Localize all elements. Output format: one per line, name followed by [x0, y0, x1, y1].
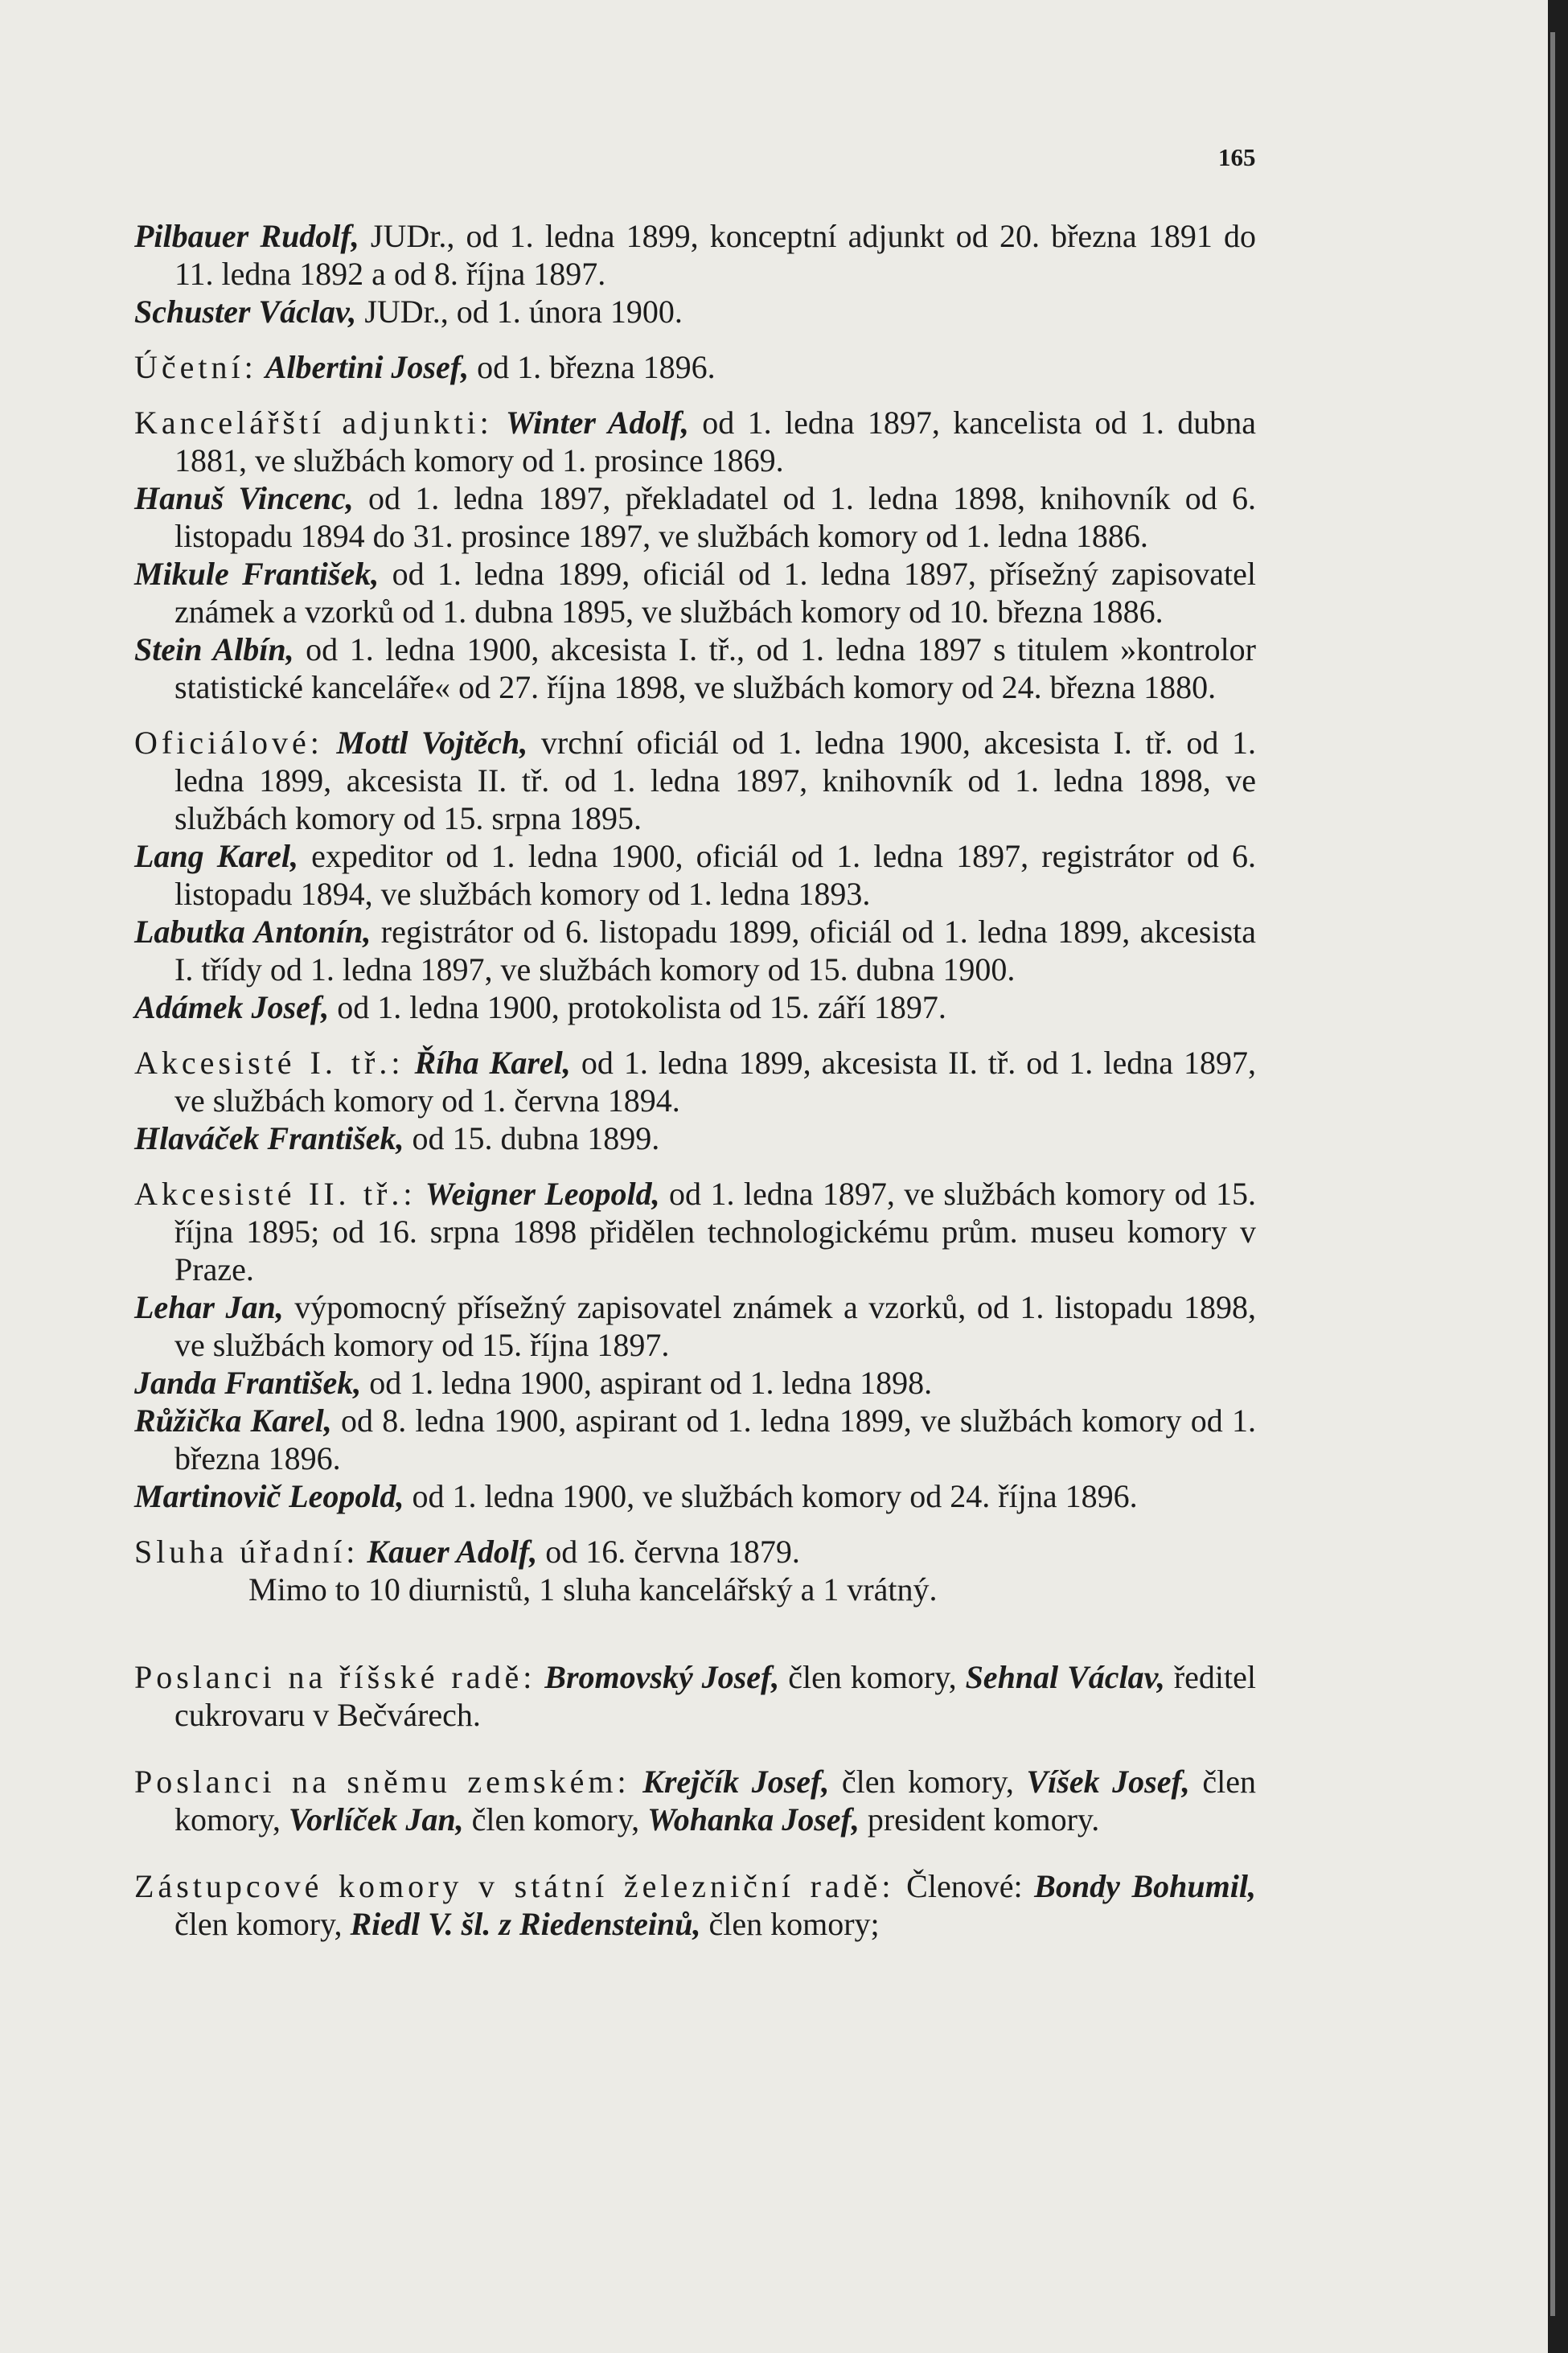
- entry-text: od 1. ledna 1900, akcesista I. tř., od 1. ledna 1897 s titulem »kontrolor statistické kanceláře« od 27. října 1898, ve službách komory od 24. března 1880.: [174, 631, 1256, 705]
- person-name: Weigner Leopold,: [425, 1176, 660, 1212]
- person-name: Wohanka Josef,: [647, 1801, 860, 1838]
- entry-text: člen komory,: [779, 1659, 966, 1695]
- entry-text: člen komory,: [174, 1764, 1256, 1838]
- entry-albertini: [134, 348, 1256, 386]
- section-label: Akcesisté II. tř.:: [134, 1176, 417, 1212]
- entry-kauer: [134, 1533, 1256, 1571]
- page-body: [134, 217, 1256, 1943]
- entry-text: JUDr., od 1. února 1900.: [356, 294, 683, 330]
- entry-text: od 1. ledna 1900, protokolista od 15. září 1897.: [329, 989, 946, 1025]
- section-label: Sluha úřadní:: [134, 1534, 359, 1570]
- entry-hlavacek: [134, 1119, 1256, 1157]
- entry-text: od 1. ledna 1897, ve službách komory od 15. října 1895; od 16. srpna 1898 přidělen technologickému prům. museu komory v Praze.: [174, 1176, 1256, 1287]
- entry-text: JUDr., od 1. ledna 1899, konceptní adjunkt od 20. března 1891 do 11. ledna 1892 a od 8. října 1897.: [174, 218, 1256, 292]
- entry-landtag: [134, 1763, 1256, 1838]
- person-name: Bromovský Josef,: [544, 1659, 780, 1695]
- entry-riha: [134, 1044, 1256, 1119]
- section-label: Účetní:: [134, 349, 257, 385]
- entry-pilbauer: [134, 217, 1256, 293]
- person-name: Vorlíček Jan,: [288, 1801, 464, 1838]
- section-label: Oficiálové:: [134, 725, 323, 761]
- entry-text: president komory.: [859, 1801, 1100, 1838]
- entry-lang: [134, 837, 1256, 913]
- person-name: Lang Karel,: [134, 838, 298, 874]
- entry-text: od 1. ledna 1900, aspirant od 1. ledna 1898.: [361, 1365, 933, 1401]
- entry-text: výpomocný přísežný zapisovatel známek a vzorků, od 1. listopadu 1898, ve službách komory od 15. října 1897.: [174, 1289, 1256, 1363]
- entry-text: vrchní oficiál od 1. ledna 1900, akcesista I. tř. od 1. ledna 1899, akcesista II. tř. od 1. ledna 1897, knihovník od 1. ledna 1898, ve službách komory od 15. srpna 1895.: [174, 725, 1257, 836]
- entry-text: ředitel cukrovaru v Bečvárech.: [174, 1659, 1257, 1733]
- entry-text: od 1. ledna 1897, kancelista od 1. dubna 1881, ve službách komory od 1. prosince 1869.: [174, 404, 1256, 478]
- page-number: 165: [1218, 143, 1256, 171]
- person-name: Říha Karel,: [414, 1045, 571, 1081]
- entry-labutka: [134, 913, 1256, 988]
- entry-text: Členové:: [894, 1868, 1035, 1904]
- entry-text: od 15. dubna 1899.: [404, 1120, 660, 1156]
- scan-edge-line: [1550, 32, 1555, 2316]
- entry-text: registrátor od 6. listopadu 1899, oficiál od 1. ledna 1899, akcesista I. třídy od 1. ledna 1897, ve službách komory od 15. dubna 1900.: [174, 914, 1256, 988]
- entry-mottl: [134, 724, 1256, 837]
- entry-text: od 1. ledna 1899, akcesista II. tř. od 1. ledna 1897, ve službách komory od 1. června 1894.: [174, 1045, 1257, 1119]
- person-name: Winter Adolf,: [506, 404, 689, 441]
- entry-text: od 1. ledna 1897, překladatel od 1. ledna 1898, knihovník od 6. listopadu 1894 do 31. prosince 1897, ve službách komory od 1. ledna 1886.: [174, 480, 1256, 554]
- section-label: Zástupcové komory v státní železniční radě:: [134, 1868, 895, 1904]
- entry-text: expeditor od 1. ledna 1900, oficiál od 1. ledna 1897, registrátor od 6. listopadu 1894, ve službách komory od 1. ledna 1893.: [174, 838, 1256, 912]
- person-name: Krejčík Josef,: [642, 1764, 830, 1800]
- person-name: Růžička Karel,: [134, 1402, 332, 1439]
- entry-text: člen komory;: [700, 1906, 880, 1942]
- entry-text: od 16. června 1879.: [537, 1534, 800, 1570]
- entry-schuster: [134, 293, 1256, 331]
- entry-weigner: [134, 1175, 1256, 1288]
- person-name: Riedl V. šl. z Riedensteinů,: [350, 1906, 701, 1942]
- entry-text: od 1. března 1896.: [469, 349, 716, 385]
- person-name: Albertini Josef,: [265, 349, 470, 385]
- entry-reichsrat: [134, 1658, 1256, 1734]
- entry-mikule: [134, 555, 1256, 630]
- person-name: Mikule František,: [134, 556, 380, 592]
- person-name: Pilbauer Rudolf,: [134, 218, 359, 254]
- section-label: Poslanci na říšské radě:: [134, 1659, 536, 1695]
- entry-lehar: [134, 1288, 1256, 1364]
- person-name: Janda František,: [134, 1365, 362, 1401]
- person-name: Hlaváček František,: [134, 1120, 404, 1156]
- person-name: Martinovič Leopold,: [134, 1478, 404, 1514]
- entry-winter: [134, 404, 1256, 479]
- entry-railway-council: [134, 1867, 1256, 1943]
- entry-text: člen komory,: [174, 1906, 351, 1942]
- person-name: Lehar Jan,: [134, 1289, 284, 1325]
- person-name: Hanuš Vincenc,: [134, 480, 354, 516]
- person-name: Schuster Václav,: [134, 294, 357, 330]
- person-name: Stein Albín,: [134, 631, 294, 667]
- section-label: Akcesisté I. tř.:: [134, 1045, 404, 1081]
- person-name: Kauer Adolf,: [367, 1534, 538, 1570]
- entry-text: člen komory,: [829, 1764, 1027, 1800]
- entry-text: člen komory,: [463, 1801, 648, 1838]
- person-name: Labutka Antonín,: [134, 914, 371, 950]
- entry-janda: [134, 1364, 1256, 1402]
- person-name: Bondy Bohumil,: [1034, 1868, 1256, 1904]
- entry-text: od 8. ledna 1900, aspirant od 1. ledna 1899, ve službách komory od 1. března 1896.: [174, 1402, 1256, 1476]
- entry-stein: [134, 630, 1256, 706]
- entry-ruzicka: [134, 1402, 1256, 1477]
- entry-text: od 1. ledna 1900, ve službách komory od 24. října 1896.: [404, 1478, 1138, 1514]
- person-name: Víšek Josef,: [1026, 1764, 1190, 1800]
- entry-martinovic: [134, 1477, 1256, 1515]
- entry-hanus: [134, 479, 1256, 555]
- person-name: Adámek Josef,: [134, 989, 330, 1025]
- person-name: Sehnal Václav,: [965, 1659, 1165, 1695]
- entry-text: od 1. ledna 1899, oficiál od 1. ledna 1897, přísežný zapisovatel známek a vzorků od 1. dubna 1895, ve službách komory od 10. března 1886.: [174, 556, 1256, 630]
- section-label: Kancelářští adjunkti:: [134, 404, 493, 441]
- staff-note: Mimo to 10 diurnistů, 1 sluha kancelářský a 1 vrátný.: [248, 1571, 938, 1608]
- entry-adamek: [134, 988, 1256, 1026]
- person-name: Mottl Vojtěch,: [336, 725, 528, 761]
- section-label: Poslanci na sněmu zemském:: [134, 1764, 630, 1800]
